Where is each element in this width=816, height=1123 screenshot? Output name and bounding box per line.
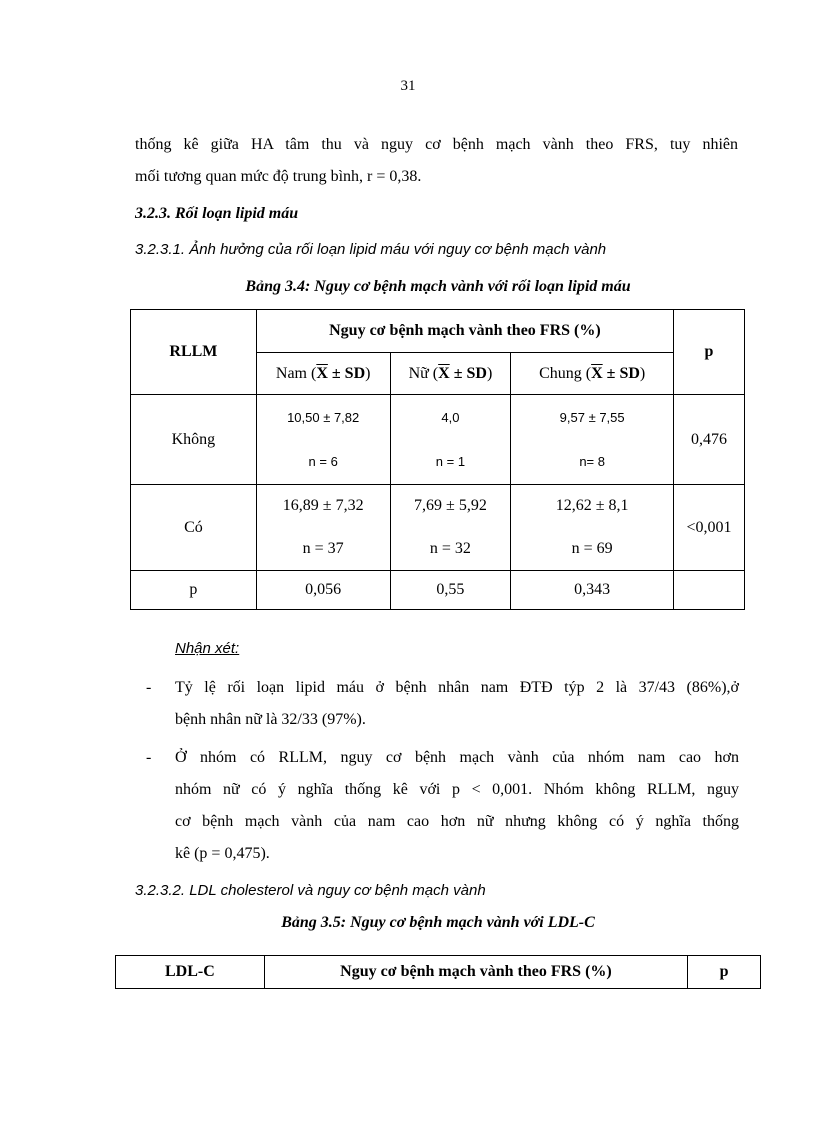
cell-chung: 9,57 ± 7,55 n= 8 <box>511 395 674 485</box>
table-35-caption: Bảng 3.5: Nguy cơ bệnh mạch vành với LDL-C <box>281 914 595 931</box>
section-heading-323: 3.2.3. Rối loạn lipid máu <box>135 205 299 222</box>
intro-line-1: thống kê giữa HA tâm thu và nguy cơ bệnh mạch vành theo FRS, tuy nhiên <box>135 136 738 153</box>
bullet-1-line-1: Tỷ lệ rối loạn lipid máu ở bệnh nhân nam ĐTĐ týp 2 là 37/43 (86%),ở <box>175 679 739 696</box>
bullet-marker: - <box>146 749 152 766</box>
header-ldl: LDL-C <box>116 956 265 989</box>
cell-nu: 4,0 n = 1 <box>390 395 511 485</box>
bullet-2-line-1: Ở nhóm có RLLM, nguy cơ bệnh mạch vành của nhóm nam cao hơn <box>175 749 739 766</box>
note-title: Nhận xét: <box>175 640 240 657</box>
cell-chung: 0,343 <box>511 571 674 610</box>
header-chung: Chung $(\overline{X} \pm SD)$ <box>511 353 674 395</box>
table-34 <box>130 309 745 610</box>
bullet-1-line-2: bệnh nhân nữ là 32/33 (97%). <box>175 711 366 728</box>
section-heading-3231: 3.2.3.1. Ảnh hưởng của rối loạn lipid máu với nguy cơ bệnh mạch vành <box>135 241 607 258</box>
cell-nam: 10,50 ± 7,82 n = 6 <box>256 395 390 485</box>
table-row <box>131 485 745 571</box>
header-group: Nguy cơ bệnh mạch vành theo FRS (%) <box>264 956 687 989</box>
bullet-2-line-2: nhóm nữ có ý nghĩa thống kê với p < 0,001. Nhóm không RLLM, nguy <box>175 781 739 798</box>
cell-p: 0,476 <box>674 395 745 485</box>
table-35 <box>115 955 761 989</box>
row-label: Không <box>131 395 257 485</box>
header-group: Nguy cơ bệnh mạch vành theo FRS (%) <box>256 310 673 353</box>
bullet-marker: - <box>146 679 152 696</box>
table-row <box>131 571 745 610</box>
table-34-caption: Bảng 3.4: Nguy cơ bệnh mạch vành với rối loạn lipid máu <box>245 278 631 295</box>
header-nam: Nam $(\overline{X} \pm SD)$ <box>256 353 390 395</box>
header-rllm: RLLM <box>131 310 257 395</box>
bullet-2-line-4: kê (p = 0,475). <box>175 845 270 862</box>
cell-chung: 12,62 ± 8,1 n = 69 <box>511 485 674 571</box>
cell-p: <0,001 <box>674 485 745 571</box>
header-p: p <box>674 310 745 395</box>
page-number: 31 <box>400 78 416 94</box>
bullet-2-line-3: cơ bệnh mạch vành của nam cao hơn nữ nhưng không có ý nghĩa thống <box>175 813 739 830</box>
cell-nu: 7,69 ± 5,92 n = 32 <box>390 485 511 571</box>
section-heading-3232: 3.2.3.2. LDL cholesterol và nguy cơ bệnh mạch vành <box>135 882 486 899</box>
row-label: p <box>131 571 257 610</box>
header-p: p <box>688 956 761 989</box>
row-label: Có <box>131 485 257 571</box>
header-nu: Nữ $(\overline{X} \pm SD)$ <box>390 353 511 395</box>
cell-nam: 16,89 ± 7,32 n = 37 <box>256 485 390 571</box>
cell-nu: 0,55 <box>390 571 511 610</box>
cell-p <box>674 571 745 610</box>
cell-nam: 0,056 <box>256 571 390 610</box>
intro-line-2: mối tương quan mức độ trung bình, r = 0,38. <box>135 168 422 185</box>
table-row <box>131 395 745 485</box>
